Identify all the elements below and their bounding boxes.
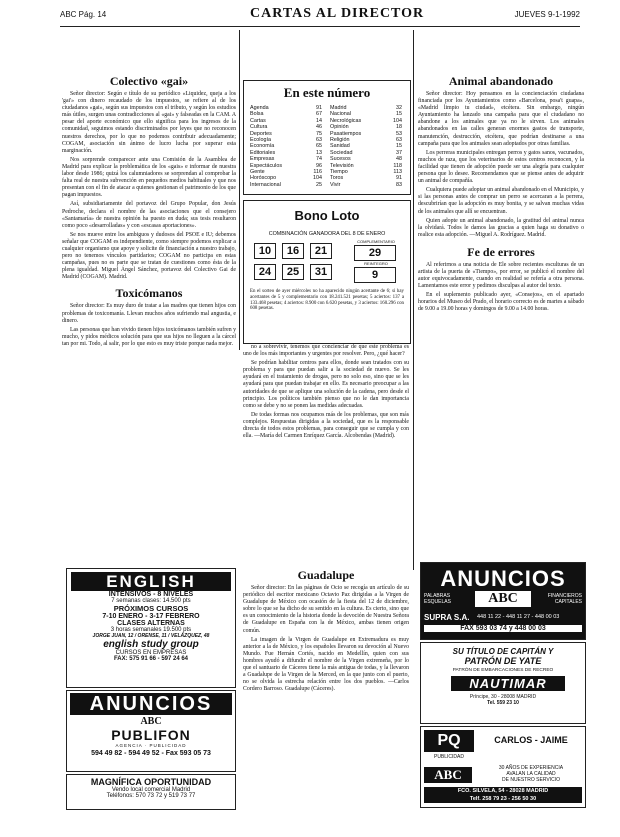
ad-text: PUBLICIDAD [433,754,464,760]
letter-paragraph: Señor director: Según e título de su periódico «Liquidez, queja a los 'gai'» con dinero recaudado de los impuestos, se refiere al de los ciudadanos «gai», según sus impuestos con el tributo, y según los estudios más útiles, surgen unas contradicciones al «gai» y falseadas en la CAM. A pesar del aporte económico que ello significa para los ingresos de la comunidad, seguimos estando discriminados por leyes que no reconocen nuestros derechos, por lo que no podemos contribuir adecuadamente; COGAM, asociación sin ánimo de lucro lucha por superar esta marginación. [62,91,236,154]
index-entry[interactable]: Economía 65 [250,143,322,150]
letters-column-2 [243,344,409,566]
letter-paragraph: no a sobrevivir, tenemos que concienciar de que este problema es uno de los más importantes y urgentes por resolver. Pero, ¿qué hacer? [243,344,409,358]
ad-carlos-jaime[interactable] [420,726,586,808]
ad-text: PALABRAS ESQUELAS [424,593,451,605]
index-entry[interactable]: Editoriales 13 [250,149,322,156]
ad-text: Vendo local comercial Madrid [111,787,191,793]
index-entry[interactable]: Madrid 32 [330,105,402,111]
ad-phones: Tel. 559 23 10 [487,700,519,706]
ad-english-study-group[interactable] [66,568,236,688]
letter-headline-gai: Colectivo «gai» [109,74,189,88]
ad-text: Príncipe, 30 - 28008 MADRID [469,694,537,700]
ad-text: FINANCIEROS CAPITALES [547,593,582,605]
lotto-number: 25 [282,264,304,280]
ad-address: FCO. SILVELA, 54 - 28028 MADRID [457,788,549,794]
ad-text: PRÓXIMOS CURSOS [113,604,189,613]
ad-text: INTENSIVOS - 8 NIVELES [108,591,194,598]
index-entry[interactable]: Vivir 83 [330,181,402,188]
ad-carlos-brand: PQ [424,730,474,752]
reintegro-label: REINTEGRO [364,261,388,266]
column-divider [413,30,414,570]
section-title: CARTAS AL DIRECTOR [250,6,425,21]
ad-phones: 448 11 22 - 448 11 27 - 448 00 03 [477,614,560,620]
letter-paragraph: Nos sorprende comparecer ante una Comisión de la Asamblea de Madrid para explicar la problemática de los «gais» e informar de nuestra labor desde 1986; quizá los calumniadores se sorprendan al comprobar la falta real de nuestra subvención en pequeños medios habituales y que nos presentan con el fin de atacar a quienes gestionan el patrimonio de los que pagan impuestos. [62,156,236,199]
index-entry[interactable]: Sociedad 37 [330,149,402,156]
ad-text: 3 horas semanales 19.500 pts [110,627,192,633]
complementario-number: 29 [354,245,396,261]
letter-paragraph: Señor director: Hoy pensamos en la concienciación ciudadana financiada por los Ayuntamientos como «Barcelona, posa't guapa», «Madrid limpio tu ciudad», etcétera. Sin embargo, ningún Ayuntamiento ha lanzado una campaña para que el ciudadano no abandone a los animales que ya no le sirven. Los animales abandonados en las calles generan enormes gastos de transporte, manutención, destrucción, etcétera, que podrían destinarse a una campaña para que los animales sean adoptados por otras familias. [418,91,584,147]
letter-paragraph: Señor director: Es muy duro de tratar a las madres que tienen hijos con problemas de toxicomanía. Llevan muchos años sufriendo mal angustia, e dinero. [62,303,236,324]
index-entry[interactable]: Sanidad 15 [330,143,402,150]
letter-paragraph: Se podrían habilitar centros para ellos, donde sean tratados con su problema y para que puedan salir a la sociedad de nuevo. Se les ayudará en el tratamiento de drogas, pero no solo eso, sino que se les ayudará para que puedan trabajar en ello. Es necesario preocupar a las autoridades de que se aplique una solución de la cadena, pero desde el principio. Los políticos también pienso que no le dan importancia como se debe y no se ponen las medidas adecuadas. [243,360,409,409]
ad-text: CARLOS - JAIME [494,735,568,745]
letter-paragraph: Quien adopte un animal abandonado, la gratitud del animal nunca la olvidará. Todos le damos las gracias a quien haga su donativo o realice esta adopción. —Miguel A. Rodríguez. Madrid. [418,217,584,238]
complementario-label: COMPLEMENTARIO [357,239,395,244]
ad-supra-title: ANUNCIOS [440,566,566,591]
lotto-number: 10 [254,243,276,259]
letter-paragraph: Al referirnos a una noticia de Ele sobre recientes esculturas de un artista de la puerta de «Tiempo», por error, se publicó el nombre del autor equivocadamente, cuando en realidad se refería a otra persona. Lamentamos este error y pedimos disculpas al autor del texto. [418,261,584,290]
ad-magnifica-title: MAGNÍFICA OPORTUNIDAD [90,777,212,787]
ad-phones: 594 49 82 - 594 49 52 - Fax 593 05 73 [91,750,211,757]
ad-publifon[interactable] [66,690,236,772]
index-entry[interactable]: Ecología 63 [250,137,322,144]
ad-text: AVALAN LA CALIDAD [506,771,556,777]
ad-publifon-brand: PUBLIFON [111,727,191,743]
letter-paragraph: Así, subsidiariamente del portavoz del Grupo Popular, don Jesús Pedroche, declara el nombre de las asociaciones que el consejero «Santamaría» de nuestra opinión ha puesto en duda; sus tesis resultaron como poco «desarrolladas» y con «escasas aportaciones». [62,201,236,229]
index-entry[interactable]: Horóscopo 104 [250,175,322,182]
index-title: En este número [283,85,371,100]
letter-headline-toxicomanos: Toxicómanos [115,286,183,301]
letters-column-3 [418,74,584,558]
bonoloto-box [243,200,411,344]
abc-logo: ABC [140,716,162,727]
index-entry[interactable]: Pasatiempos 53 [330,130,402,137]
ad-fax: FAX 593 03 74 y 448 00 03 [424,625,582,632]
index-entry[interactable]: Opinión 18 [330,124,402,131]
ad-text: SU TÍTULO DE CAPITÁN Y [452,647,554,656]
index-entry[interactable]: Toros 91 [330,175,402,182]
letter-paragraph: Señor director: En las páginas de Ocio se recogía un artículo de su periódico del escritor mexicano Octavio Paz dirigidas a la Virgen de Guadalupe de México con ocasión de la fiesta del 12 de diciembre, sobre lo que se ha dicho de su sentido en la cultura. Es cierto, sino que es un conocimiento de la historia donde la devoción de Nuestra Señora de Guadalupe en España con la de México, ambas tienen origen común. [243,585,409,634]
ad-text: 7 semanas clases: 14.500 pts [111,598,191,604]
letter-paragraph: Se nos mueve entre los ambiguos y dudosos del PSOE e IU; debemos señalar que COGAM es independiente, como siempre podemos explicar a cualquier organismo que apoye y solicite de financiación a nuestro trabajo, pero no tenemos vínculos partidarios; COGAM no participa en estas campañas, pues no es parte que se tratan de cuestiones como ésta de la plena igualdad. Miguel Ángel Sánchez, portavoz del Colectivo Gai de Madrid (COGAM). Madrid. [62,231,236,281]
letter-paragraph: Las personas que han vivido tienen hijos toxicómanos también sufren y mucho, y pidos médicos solución para que sus hijos no lleguen a la cárcel tan por mi. Todo, al salir, por lo que esto es muy triste porque nada mejor. [62,326,236,347]
index-list-left [250,105,322,188]
lotto-number: 16 [282,243,304,259]
ad-text: 7-10 ENERO - 3-17 FEBRERO [102,613,200,620]
lotto-number: 31 [310,264,332,280]
ad-text: JORGE JUAN, 12 / ORENSE, 11 / VELÁZQUEZ, 48 [92,633,210,639]
letter-headline-fe-errores: Fe de errores [467,244,535,259]
abc-logo: ABC [475,591,531,607]
letter-paragraph: Cualquiera puede adoptar un animal abandonado en el Municipio, y si las personas antes de comprar un perro se acercaran a la perrera, descubrirían que la adopción es muy bonita, y se salvan muchas vidas de los animales que allí se encuentran. [418,187,584,215]
column-divider [239,30,240,350]
page-header [60,4,580,27]
ad-text: CURSOS EN EMPRESAS [115,650,187,656]
letter-guadalupe [243,568,409,830]
abc-logo: ABC [424,767,472,783]
letter-paragraph: De todas formas nos ocupamos más de los problemas, que son más complejos. Respuestas dirigidas a la sociedad, que es la responsable directa de todos estos problemas, para conseguir que se cumpla y con ella. —María del Carmen Enríquez García. Alcobendas (Madrid). [243,411,409,440]
ad-text: PATRÓN DE EMBARCACIONES DE RECREO [452,668,554,673]
ad-text: DE NUESTRO SERVICIO [502,777,560,783]
index-entry[interactable]: Televisión 118 [330,162,402,169]
index-entry[interactable]: Espectáculos 96 [250,162,322,169]
ad-nautimar[interactable] [420,642,586,724]
index-entry[interactable]: Cartas 14 [250,117,322,124]
index-box [243,80,411,195]
index-entry[interactable]: Empresas 74 [250,156,322,163]
ad-english-title: ENGLISH [71,572,231,591]
bonoloto-note: En el sorteo de ayer miércoles no ha aparecido ningún acertante de 6; si hay acertantes de 5 y complementario con 18.241.521 pesetas; 5 aciertos: 137 a 133.468 pesetas; 4 aciertos: 8.900 con 6.620 pesetas, y 3 aciertos: 160.296 con 608 pesetas. [250,289,404,312]
ad-magnifica-oportunidad[interactable] [66,774,236,810]
letter-headline-guadalupe: Guadalupe [297,568,355,582]
ad-text: Teléfonos: 570 73 72 y 519 73 77 [106,793,196,799]
index-entry[interactable]: Sucesos 48 [330,156,402,163]
lotto-number: 21 [310,243,332,259]
letter-headline-animal: Animal abandonado [448,74,554,88]
ad-text: CLASES ALTERNAS [117,620,185,627]
index-entry[interactable]: Religión 63 [330,137,402,144]
index-entry[interactable]: Necrológicas 104 [330,117,402,124]
index-entry[interactable]: Internacional 25 [250,181,322,188]
ad-text: 30 AÑOS DE EXPERIENCIA [498,765,564,771]
index-list-right [330,105,402,188]
page-number: ABC Pág. 14 [60,10,107,19]
bonoloto-logo-wrap [244,207,410,225]
ad-supra[interactable] [420,562,586,640]
letter-paragraph: La imagen de la Virgen de Guadalupe en Extremadura es muy anterior a la de México, y los españoles llevaron su devoción al Nuevo Mundo. Fue Hernán Cortés, nacido en Medellín, quien con sus hombres ayudó a difundir el nombre de la Virgen extremeña, por lo que el santuario de Cáceres tiene la más antigua de todas, y la llevaron a Guadalupe de la Virgen de la Merced, en la que junto con el puerto, no se olvida la estrecha relación entre los dos pueblos. —Carlos Cordero Barroso. Guadalupe (Cáceres). [243,636,409,693]
index-entry[interactable]: Cultura 46 [250,124,322,131]
ad-carlos-slogan [479,765,583,783]
ad-publifon-title: ANUNCIOS [70,693,232,715]
ad-text: PATRÓN DE YATE [464,656,542,666]
index-entry[interactable]: Deportes 75 [250,130,322,137]
index-entry[interactable]: Nacional 15 [330,111,402,118]
letter-paragraph: Los perreras municipales entregan perros y gatos sanos, vacunados, muchos de raza, que los veterinarios de estos centros reconocen, y la facilidad que tienen de adopción puede ser una alegría para cualquier persona que lo desee. Recomendamos que se piense antes de adquirir un animal de compañía. [418,149,584,185]
bonoloto-subtitle: COMBINACIÓN GANADORA DEL 8 DE ENERO [268,231,386,237]
ad-nautimar-brand: NAUTIMAR [451,676,565,691]
reintegro-number: 9 [354,267,396,283]
ad-text: AGENCIA · PUBLICIDAD [115,743,187,748]
ad-phones: Telf. 258 79 23 - 256 50 30 [469,796,537,802]
letter-paragraph: En el suplemento publicado ayer, «Consejos», en el apartado horarios del Museo del Prado, el horario correcto es de martes a sábado de 9.00 a 19.00 horas y domingos de 9.00 a 14.00 horas. [418,292,584,313]
ad-text: FAX: 575 91 66 - 597 24 64 [113,656,189,662]
index-entry[interactable]: Tiempo 113 [330,169,402,176]
ad-carlos-contact [424,787,582,803]
lotto-number: 24 [254,264,276,280]
ad-supra-brand: SUPRA S.A. [424,613,470,622]
bonoloto-logo: Bono Loto [294,208,360,223]
index-entry[interactable]: Gente 116 [250,169,322,176]
index-entry[interactable]: Bolsa 67 [250,111,322,118]
issue-date: JUEVES 9-1-1992 [514,10,580,19]
index-entry[interactable]: Agenda 91 [250,105,322,111]
ad-english-brand: english study group [103,639,199,650]
letters-column-1 [62,74,236,562]
